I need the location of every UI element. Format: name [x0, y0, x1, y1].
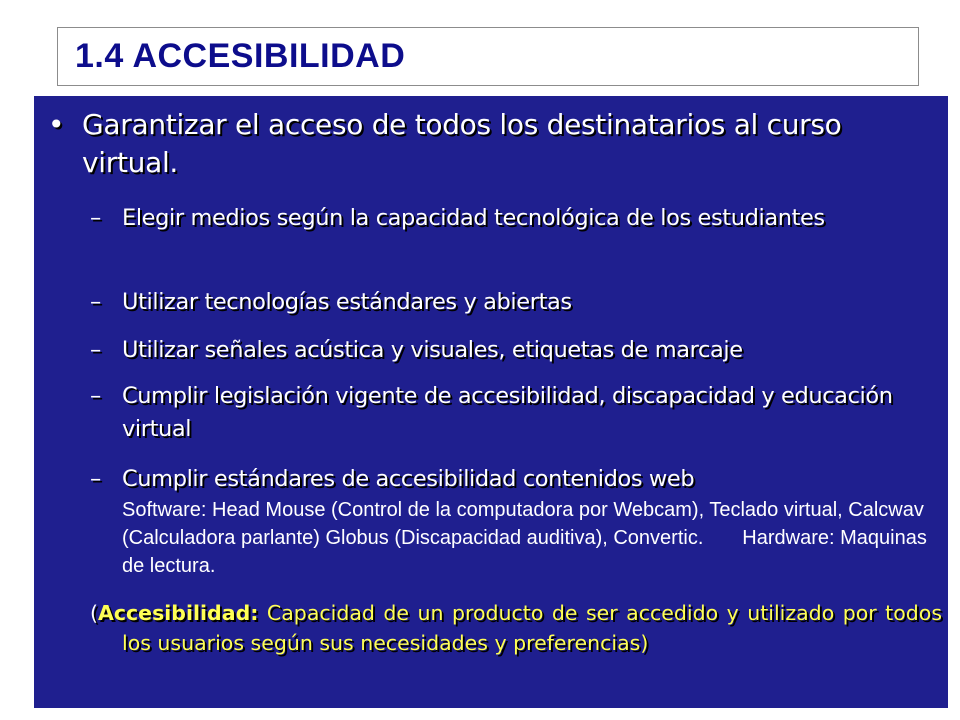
bullet-dot-icon: •	[48, 108, 65, 141]
title-box	[57, 27, 919, 86]
sub-item	[90, 463, 940, 496]
definition-body	[90, 598, 942, 658]
sub-item-text: Utilizar tecnologías estándares y abiertas	[122, 289, 572, 315]
definition-term: Accesibilidad	[98, 601, 251, 625]
slide-title: 1.4 ACCESIBILIDAD	[75, 37, 406, 75]
software-label: Software:	[122, 499, 207, 521]
sub-item	[90, 380, 940, 446]
hardware-text: Hardware: Maquinas de lectura.	[122, 527, 927, 577]
open-paren: (	[90, 601, 98, 625]
sub-item-text: Cumplir legislación vigente de accesibilidad, discapacidad y educación virtual	[122, 383, 893, 442]
sub-item-text: Cumplir estándares de accesibilidad contenidos web	[122, 466, 695, 492]
sub-item-text: Elegir medios según la capacidad tecnológica de los estudiantes	[122, 205, 825, 231]
sub-item	[90, 286, 940, 319]
dash-icon: –	[90, 289, 102, 315]
main-bullet	[48, 106, 928, 182]
definition-note	[90, 598, 942, 658]
sub-item	[90, 334, 940, 367]
tools-detail	[122, 496, 942, 580]
definition-text: Capacidad de un producto de ser accedido y utilizado por todos los usuarios según sus necesidades y preferencias)	[122, 601, 942, 655]
dash-icon: –	[90, 337, 102, 363]
dash-icon: –	[90, 205, 102, 231]
main-bullet-text: Garantizar el acceso de todos los destinatarios al curso virtual.	[82, 108, 842, 179]
dash-icon: –	[90, 466, 102, 492]
definition-colon: :	[250, 601, 259, 625]
sub-item-text: Utilizar señales acústica y visuales, etiquetas de marcaje	[122, 337, 743, 363]
software-text: Head Mouse (Control de la computadora por Webcam), Teclado virtual, Calcwav (Calculadora parlante) Globus (Discapacidad auditiva), Convertic.	[122, 499, 924, 549]
dash-icon: –	[90, 383, 102, 409]
content-panel	[34, 96, 948, 708]
sub-item	[90, 202, 940, 235]
